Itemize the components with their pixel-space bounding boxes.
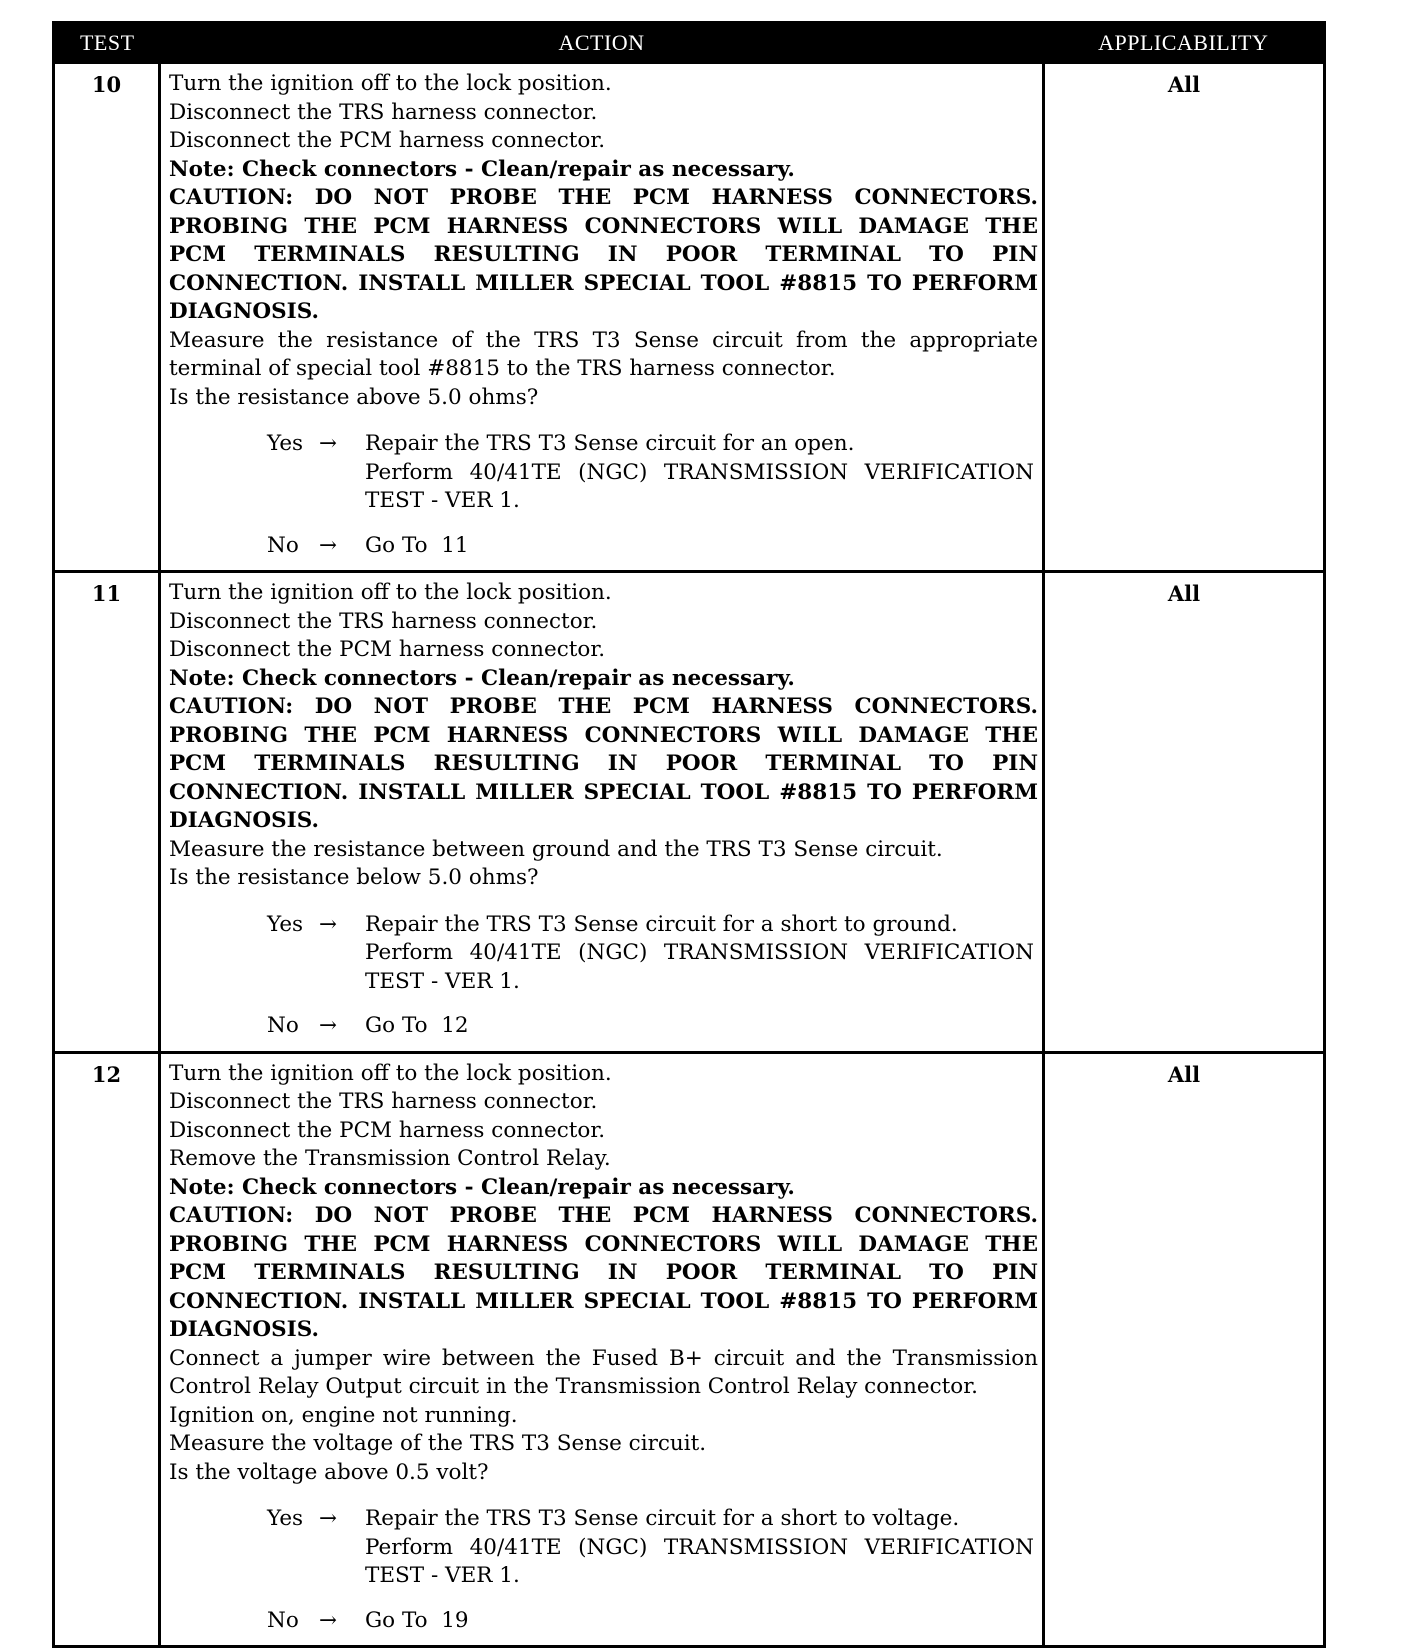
- applicability-value: All: [1044, 1052, 1325, 1647]
- caution-text: CAUTION: DO NOT PROBE THE PCM HARNESS CONNECTORS. PROBING THE PCM HARNESS CONNECTORS WILL DAMAGE THE PCM TERMINALS RESULTING IN POOR TERMINAL TO PIN CONNECTION. INSTALL MILLER SPECIAL TOOL #8815 TO PERFORM DIAGNOSIS.: [169, 694, 1038, 833]
- header-action: ACTION: [160, 23, 1044, 63]
- arrow-right-icon: →: [319, 431, 338, 456]
- arrow-right-icon: →: [319, 1506, 338, 1531]
- arrow-right-icon: →: [319, 1013, 338, 1038]
- action-cell: [160, 1052, 1044, 1647]
- repair-text: Repair the TRS T3 Sense circuit for a short to ground.: [365, 911, 958, 937]
- no-label: No: [267, 532, 299, 558]
- perform-text: Perform 40/41TE (NGC) TRANSMISSION VERIFICATION: [365, 459, 1034, 485]
- test-number: 11: [54, 572, 160, 1053]
- arrow-right-icon: →: [319, 1607, 338, 1633]
- measure-text: Measure the resistance of the TRS T3 Sense circuit from the appropriate terminal of special tool #8815 to the TRS harness connector.: [169, 327, 1038, 381]
- step-text: Disconnect the PCM harness connector.: [169, 1117, 606, 1143]
- yes-branch: [267, 430, 1034, 516]
- yes-label: Yes: [267, 1506, 304, 1531]
- header-row: [54, 23, 1325, 63]
- perform-text-cont: TEST - VER 1.: [365, 968, 520, 994]
- perform-text: Perform 40/41TE (NGC) TRANSMISSION VERIFICATION: [365, 1534, 1034, 1560]
- test-number: 10: [54, 63, 160, 572]
- note-text: Note: Check connectors - Clean/repair as necessary.: [169, 156, 795, 182]
- test-row-12: [54, 1052, 1325, 1647]
- note-text: Note: Check connectors - Clean/repair as necessary.: [169, 1174, 795, 1200]
- yes-label: Yes: [267, 911, 304, 937]
- test-row-10: [54, 63, 1325, 572]
- repair-text: Repair the TRS T3 Sense circuit for an open.: [365, 431, 855, 456]
- no-branch: [267, 1012, 1034, 1041]
- step-text: Turn the ignition off to the lock position.: [169, 580, 612, 605]
- diagnostic-table: [52, 21, 1326, 1648]
- yes-label: Yes: [267, 431, 304, 456]
- step-text: Disconnect the PCM harness connector.: [169, 637, 606, 662]
- action-cell: [160, 572, 1044, 1053]
- yes-branch: [267, 1505, 1034, 1591]
- applicability-value: All: [1044, 572, 1325, 1053]
- no-branch: [267, 1607, 1034, 1636]
- question-text: Is the resistance below 5.0 ohms?: [169, 865, 539, 890]
- perform-text-cont: TEST - VER 1.: [365, 1563, 520, 1588]
- note-text: Note: Check connectors - Clean/repair as necessary.: [169, 665, 795, 691]
- yes-branch: [267, 911, 1034, 997]
- perform-text-cont: TEST - VER 1.: [365, 488, 520, 513]
- measure-text: Measure the voltage of the TRS T3 Sense circuit.: [169, 1431, 707, 1456]
- arrow-right-icon: →: [319, 911, 338, 937]
- step-text: Disconnect the PCM harness connector.: [169, 128, 606, 153]
- step-text: Disconnect the TRS harness connector.: [169, 99, 598, 125]
- step-text: Turn the ignition off to the lock position.: [169, 71, 612, 96]
- step-text: Disconnect the TRS harness connector.: [169, 608, 598, 634]
- applicability-value: All: [1044, 63, 1325, 572]
- no-label: No: [267, 1607, 299, 1633]
- header-applicability: APPLICABILITY: [1044, 23, 1325, 63]
- test-row-11: [54, 572, 1325, 1053]
- jumper-text: Connect a jumper wire between the Fused B+ circuit and the Transmission Control Relay Output circuit in the Transmission Control Relay connector.: [169, 1345, 1038, 1399]
- goto-text: Go To 12: [365, 1013, 469, 1038]
- question-text: Is the voltage above 0.5 volt?: [169, 1459, 489, 1485]
- goto-text: Go To 19: [365, 1607, 469, 1633]
- repair-text: Repair the TRS T3 Sense circuit for a short to voltage.: [365, 1506, 960, 1531]
- step-text: Turn the ignition off to the lock position.: [169, 1060, 612, 1086]
- step-text: Disconnect the TRS harness connector.: [169, 1089, 598, 1114]
- caution-text: CAUTION: DO NOT PROBE THE PCM HARNESS CONNECTORS. PROBING THE PCM HARNESS CONNECTORS WILL DAMAGE THE PCM TERMINALS RESULTING IN POOR TERMINAL TO PIN CONNECTION. INSTALL MILLER SPECIAL TOOL #8815 TO PERFORM DIAGNOSIS.: [169, 1203, 1038, 1342]
- test-number: 12: [54, 1052, 160, 1647]
- no-branch: [267, 532, 1034, 561]
- caution-text: CAUTION: DO NOT PROBE THE PCM HARNESS CONNECTORS. PROBING THE PCM HARNESS CONNECTORS WILL DAMAGE THE PCM TERMINALS RESULTING IN POOR TERMINAL TO PIN CONNECTION. INSTALL MILLER SPECIAL TOOL #8815 TO PERFORM DIAGNOSIS.: [169, 185, 1038, 324]
- step-text: Remove the Transmission Control Relay.: [169, 1146, 611, 1171]
- perform-text: Perform 40/41TE (NGC) TRANSMISSION VERIFICATION: [365, 940, 1034, 965]
- no-label: No: [267, 1013, 299, 1038]
- question-text: Is the resistance above 5.0 ohms?: [169, 384, 539, 410]
- arrow-right-icon: →: [319, 532, 338, 558]
- measure-text: Measure the resistance between ground and the TRS T3 Sense circuit.: [169, 836, 943, 862]
- goto-text: Go To 11: [365, 532, 469, 558]
- ignition-text: Ignition on, engine not running.: [169, 1402, 518, 1428]
- action-cell: [160, 63, 1044, 572]
- header-test: TEST: [54, 23, 160, 63]
